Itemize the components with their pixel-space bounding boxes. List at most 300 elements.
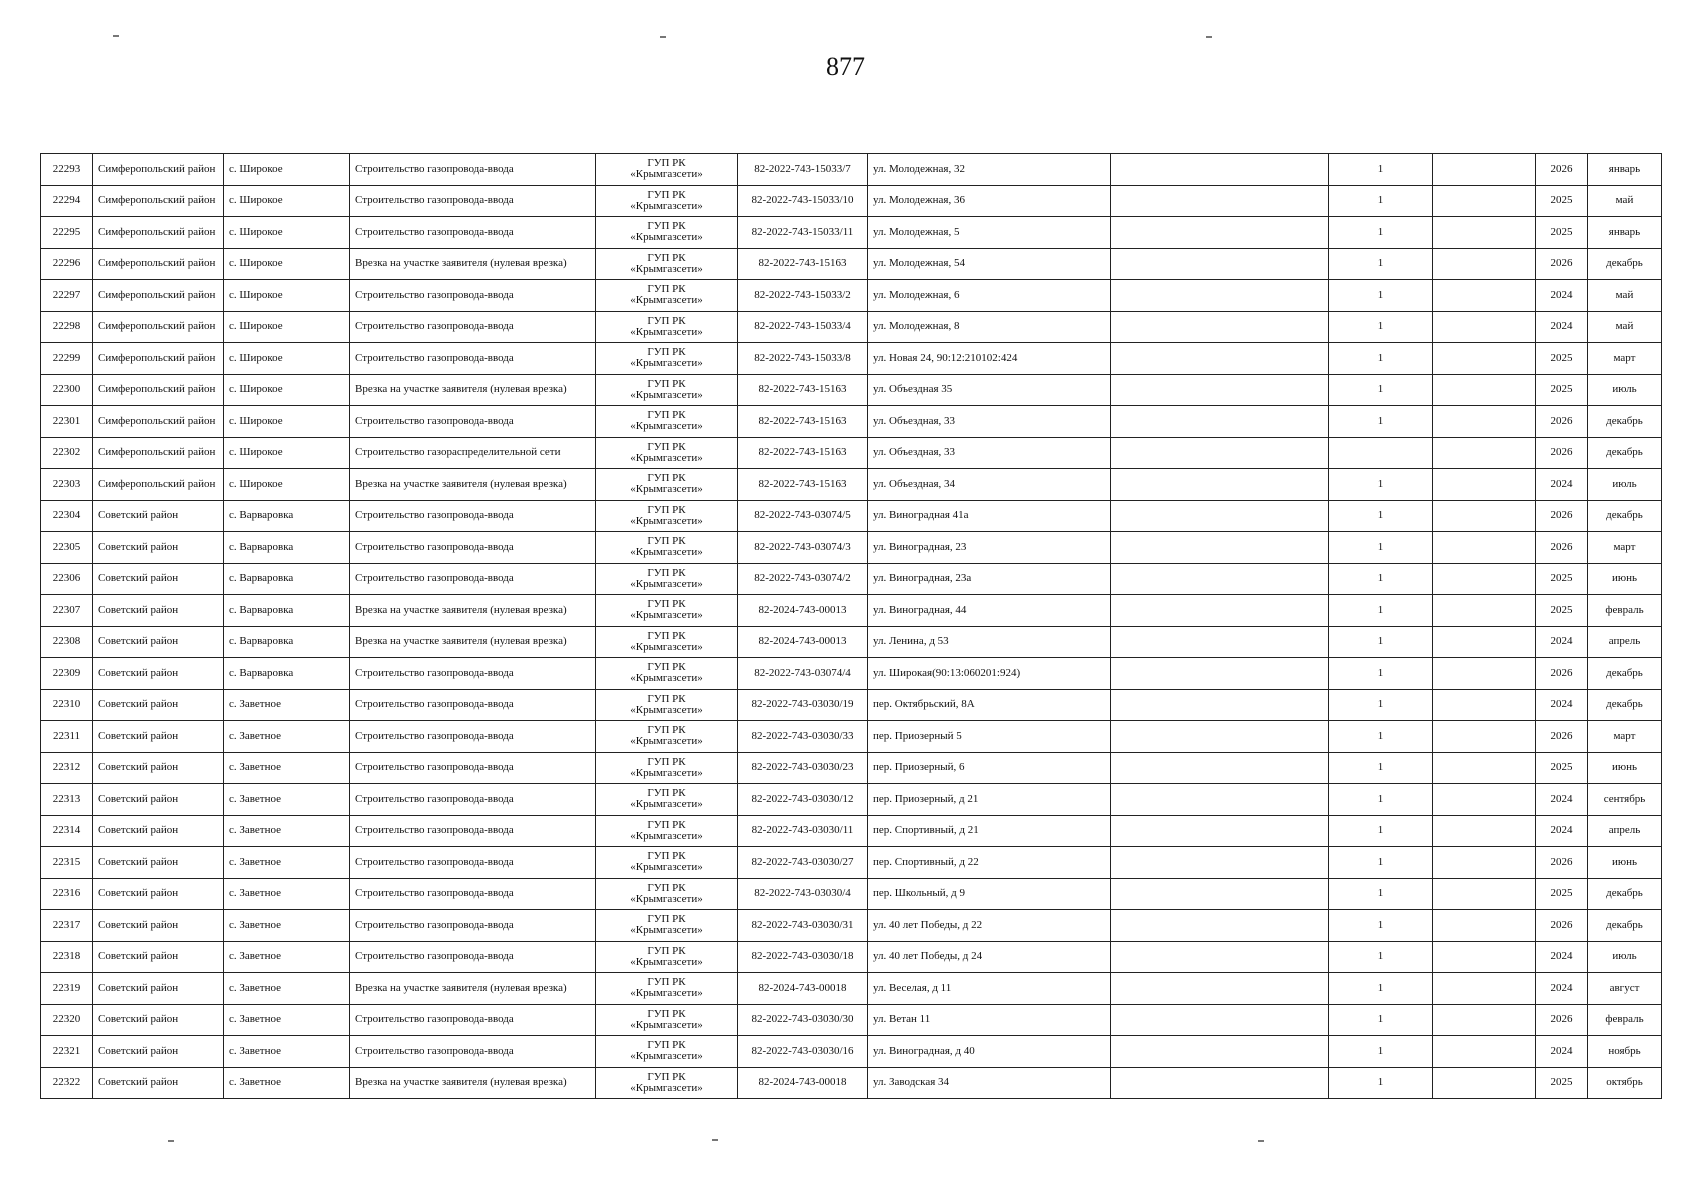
row-number-cell: 22310 bbox=[41, 689, 93, 721]
count-cell: 1 bbox=[1329, 248, 1433, 280]
month-cell: июль bbox=[1588, 941, 1662, 973]
row-number-cell: 22306 bbox=[41, 563, 93, 595]
district-cell: Советский район bbox=[93, 1036, 224, 1068]
address-cell: ул. Веселая, д 11 bbox=[868, 973, 1111, 1005]
year-cell: 2024 bbox=[1536, 784, 1588, 816]
work-type-cell: Строительство газопровода-ввода bbox=[350, 1004, 596, 1036]
row-number-cell: 22303 bbox=[41, 469, 93, 501]
locality-cell: с. Широкое bbox=[224, 248, 350, 280]
work-type-cell: Строительство газопровода-ввода bbox=[350, 878, 596, 910]
locality-cell: с. Широкое bbox=[224, 311, 350, 343]
locality-cell: с. Широкое bbox=[224, 154, 350, 186]
month-cell: декабрь bbox=[1588, 248, 1662, 280]
organization-line: «Крымгазсети» bbox=[630, 199, 703, 212]
row-number-cell: 22311 bbox=[41, 721, 93, 753]
year-cell: 2026 bbox=[1536, 406, 1588, 438]
empty-cell bbox=[1433, 752, 1536, 784]
count-cell: 1 bbox=[1329, 689, 1433, 721]
locality-cell: с. Широкое bbox=[224, 437, 350, 469]
work-type-cell: Строительство газопровода-ввода bbox=[350, 217, 596, 249]
organization-line: «Крымгазсети» bbox=[630, 546, 703, 559]
table-row bbox=[41, 1004, 1662, 1036]
locality-cell: с. Широкое bbox=[224, 406, 350, 438]
year-cell: 2026 bbox=[1536, 1004, 1588, 1036]
organization-cell bbox=[596, 658, 738, 690]
district-cell: Симферопольский район bbox=[93, 469, 224, 501]
table-row bbox=[41, 532, 1662, 564]
address-cell: ул. Молодежная, 8 bbox=[868, 311, 1111, 343]
locality-cell: с. Широкое bbox=[224, 185, 350, 217]
count-cell: 1 bbox=[1329, 878, 1433, 910]
count-cell: 1 bbox=[1329, 217, 1433, 249]
year-cell: 2025 bbox=[1536, 752, 1588, 784]
work-type-cell: Врезка на участке заявителя (нулевая врезка) bbox=[350, 1067, 596, 1099]
table-row bbox=[41, 374, 1662, 406]
work-type-cell: Строительство газораспределительной сети bbox=[350, 437, 596, 469]
organization-line: «Крымгазсети» bbox=[630, 483, 703, 496]
district-cell: Советский район bbox=[93, 784, 224, 816]
registration-number-cell: 82-2022-743-15033/8 bbox=[738, 343, 868, 375]
empty-cell bbox=[1433, 311, 1536, 343]
year-cell: 2025 bbox=[1536, 343, 1588, 375]
organization-line: ГУП РК bbox=[647, 598, 686, 611]
scan-speck bbox=[712, 1139, 718, 1141]
registration-number-cell: 82-2022-743-03030/12 bbox=[738, 784, 868, 816]
empty-cell bbox=[1111, 1036, 1329, 1068]
address-cell: ул. Заводская 34 bbox=[868, 1067, 1111, 1099]
address-cell: ул. Объездная, 33 bbox=[868, 437, 1111, 469]
count-cell: 1 bbox=[1329, 973, 1433, 1005]
empty-cell bbox=[1433, 815, 1536, 847]
address-cell: ул. Виноградная, д 40 bbox=[868, 1036, 1111, 1068]
organization-line: ГУП РК bbox=[647, 881, 686, 894]
address-cell: ул. Молодежная, 6 bbox=[868, 280, 1111, 312]
organization-line: «Крымгазсети» bbox=[630, 987, 703, 1000]
table-row bbox=[41, 973, 1662, 1005]
count-cell: 1 bbox=[1329, 784, 1433, 816]
organization-line: ГУП РК bbox=[647, 1070, 686, 1083]
count-cell: 1 bbox=[1329, 532, 1433, 564]
organization-line: ГУП РК bbox=[647, 850, 686, 863]
row-number-cell: 22301 bbox=[41, 406, 93, 438]
year-cell: 2024 bbox=[1536, 280, 1588, 312]
organization-line: ГУП РК bbox=[647, 314, 686, 327]
organization-line: ГУП РК bbox=[647, 1007, 686, 1020]
month-cell: декабрь bbox=[1588, 437, 1662, 469]
month-cell: декабрь bbox=[1588, 658, 1662, 690]
work-type-cell: Строительство газопровода-ввода bbox=[350, 185, 596, 217]
registration-number-cell: 82-2022-743-15163 bbox=[738, 437, 868, 469]
month-cell: март bbox=[1588, 532, 1662, 564]
district-cell: Советский район bbox=[93, 815, 224, 847]
organization-cell bbox=[596, 1004, 738, 1036]
month-cell: октябрь bbox=[1588, 1067, 1662, 1099]
registration-number-cell: 82-2024-743-00018 bbox=[738, 973, 868, 1005]
row-number-cell: 22320 bbox=[41, 1004, 93, 1036]
organization-cell bbox=[596, 721, 738, 753]
row-number-cell: 22322 bbox=[41, 1067, 93, 1099]
count-cell: 1 bbox=[1329, 595, 1433, 627]
work-type-cell: Строительство газопровода-ввода bbox=[350, 752, 596, 784]
address-cell: ул. 40 лет Победы, д 22 bbox=[868, 910, 1111, 942]
organization-cell bbox=[596, 626, 738, 658]
month-cell: март bbox=[1588, 343, 1662, 375]
count-cell: 1 bbox=[1329, 1004, 1433, 1036]
address-cell: ул. Виноградная, 44 bbox=[868, 595, 1111, 627]
district-cell: Симферопольский район bbox=[93, 217, 224, 249]
count-cell: 1 bbox=[1329, 374, 1433, 406]
organization-line: ГУП РК bbox=[647, 440, 686, 453]
address-cell: пер. Спортивный, д 21 bbox=[868, 815, 1111, 847]
year-cell: 2025 bbox=[1536, 595, 1588, 627]
district-cell: Симферопольский район bbox=[93, 406, 224, 438]
month-cell: декабрь bbox=[1588, 910, 1662, 942]
count-cell: 1 bbox=[1329, 752, 1433, 784]
work-type-cell: Строительство газопровода-ввода bbox=[350, 343, 596, 375]
district-cell: Советский район bbox=[93, 658, 224, 690]
year-cell: 2026 bbox=[1536, 658, 1588, 690]
organization-cell bbox=[596, 343, 738, 375]
organization-cell bbox=[596, 910, 738, 942]
registration-number-cell: 82-2022-743-03074/4 bbox=[738, 658, 868, 690]
year-cell: 2026 bbox=[1536, 248, 1588, 280]
address-cell: ул. Виноградная, 23 bbox=[868, 532, 1111, 564]
organization-line: «Крымгазсети» bbox=[630, 766, 703, 779]
table-row bbox=[41, 847, 1662, 879]
work-type-cell: Врезка на участке заявителя (нулевая врезка) bbox=[350, 595, 596, 627]
empty-cell bbox=[1433, 910, 1536, 942]
empty-cell bbox=[1433, 406, 1536, 438]
year-cell: 2025 bbox=[1536, 1067, 1588, 1099]
table-row bbox=[41, 784, 1662, 816]
registration-number-cell: 82-2022-743-03030/16 bbox=[738, 1036, 868, 1068]
count-cell: 1 bbox=[1329, 626, 1433, 658]
year-cell: 2026 bbox=[1536, 500, 1588, 532]
count-cell: 1 bbox=[1329, 500, 1433, 532]
empty-cell bbox=[1433, 941, 1536, 973]
month-cell: август bbox=[1588, 973, 1662, 1005]
locality-cell: с. Варваровка bbox=[224, 500, 350, 532]
address-cell: пер. Спортивный, д 22 bbox=[868, 847, 1111, 879]
table-row bbox=[41, 595, 1662, 627]
organization-line: ГУП РК bbox=[647, 409, 686, 422]
district-cell: Советский район bbox=[93, 941, 224, 973]
address-cell: пер. Октябрьский, 8А bbox=[868, 689, 1111, 721]
table-row bbox=[41, 1067, 1662, 1099]
row-number-cell: 22295 bbox=[41, 217, 93, 249]
address-cell: ул. 40 лет Победы, д 24 bbox=[868, 941, 1111, 973]
row-number-cell: 22316 bbox=[41, 878, 93, 910]
row-number-cell: 22304 bbox=[41, 500, 93, 532]
count-cell: 1 bbox=[1329, 815, 1433, 847]
work-type-cell: Строительство газопровода-ввода bbox=[350, 406, 596, 438]
organization-line: «Крымгазсети» bbox=[630, 1018, 703, 1031]
address-cell: ул. Широкая(90:13:060201:924) bbox=[868, 658, 1111, 690]
month-cell: апрель bbox=[1588, 815, 1662, 847]
organization-cell bbox=[596, 689, 738, 721]
work-type-cell: Строительство газопровода-ввода bbox=[350, 784, 596, 816]
district-cell: Советский район bbox=[93, 532, 224, 564]
organization-line: ГУП РК bbox=[647, 944, 686, 957]
registration-number-cell: 82-2022-743-03030/31 bbox=[738, 910, 868, 942]
organization-line: «Крымгазсети» bbox=[630, 325, 703, 338]
empty-cell bbox=[1433, 973, 1536, 1005]
locality-cell: с. Варваровка bbox=[224, 595, 350, 627]
organization-line: ГУП РК bbox=[647, 818, 686, 831]
organization-line: «Крымгазсети» bbox=[630, 861, 703, 874]
month-cell: декабрь bbox=[1588, 689, 1662, 721]
district-cell: Симферопольский район bbox=[93, 343, 224, 375]
work-type-cell: Строительство газопровода-ввода bbox=[350, 941, 596, 973]
year-cell: 2026 bbox=[1536, 847, 1588, 879]
empty-cell bbox=[1111, 185, 1329, 217]
address-cell: ул. Виноградная, 23а bbox=[868, 563, 1111, 595]
empty-cell bbox=[1433, 1004, 1536, 1036]
year-cell: 2026 bbox=[1536, 437, 1588, 469]
month-cell: декабрь bbox=[1588, 406, 1662, 438]
work-type-cell: Строительство газопровода-ввода bbox=[350, 689, 596, 721]
year-cell: 2024 bbox=[1536, 469, 1588, 501]
row-number-cell: 22299 bbox=[41, 343, 93, 375]
month-cell: июнь bbox=[1588, 847, 1662, 879]
empty-cell bbox=[1433, 563, 1536, 595]
organization-line: ГУП РК bbox=[647, 755, 686, 768]
district-cell: Советский район bbox=[93, 563, 224, 595]
empty-cell bbox=[1433, 217, 1536, 249]
registration-number-cell: 82-2022-743-03030/11 bbox=[738, 815, 868, 847]
address-cell: ул. Виноградная 41а bbox=[868, 500, 1111, 532]
district-cell: Советский район bbox=[93, 595, 224, 627]
table-row bbox=[41, 910, 1662, 942]
empty-cell bbox=[1111, 154, 1329, 186]
organization-line: ГУП РК bbox=[647, 535, 686, 548]
registration-number-cell: 82-2022-743-03074/2 bbox=[738, 563, 868, 595]
organization-cell bbox=[596, 248, 738, 280]
organization-cell bbox=[596, 217, 738, 249]
year-cell: 2024 bbox=[1536, 973, 1588, 1005]
year-cell: 2024 bbox=[1536, 815, 1588, 847]
month-cell: март bbox=[1588, 721, 1662, 753]
organization-line: «Крымгазсети» bbox=[630, 703, 703, 716]
month-cell: июнь bbox=[1588, 752, 1662, 784]
year-cell: 2026 bbox=[1536, 910, 1588, 942]
organization-line: «Крымгазсети» bbox=[630, 829, 703, 842]
count-cell bbox=[1329, 437, 1433, 469]
empty-cell bbox=[1111, 217, 1329, 249]
locality-cell: с. Варваровка bbox=[224, 626, 350, 658]
empty-cell bbox=[1433, 374, 1536, 406]
address-cell: ул. Новая 24, 90:12:210102:424 bbox=[868, 343, 1111, 375]
district-cell: Советский район bbox=[93, 910, 224, 942]
empty-cell bbox=[1111, 910, 1329, 942]
locality-cell: с. Варваровка bbox=[224, 658, 350, 690]
table-row bbox=[41, 154, 1662, 186]
empty-cell bbox=[1111, 1004, 1329, 1036]
empty-cell bbox=[1433, 154, 1536, 186]
locality-cell: с. Заветное bbox=[224, 784, 350, 816]
empty-cell bbox=[1111, 406, 1329, 438]
work-type-cell: Строительство газопровода-ввода bbox=[350, 311, 596, 343]
district-cell: Советский район bbox=[93, 500, 224, 532]
registration-number-cell: 82-2022-743-03030/18 bbox=[738, 941, 868, 973]
organization-line: ГУП РК bbox=[647, 692, 686, 705]
organization-line: «Крымгазсети» bbox=[630, 231, 703, 244]
empty-cell bbox=[1433, 878, 1536, 910]
organization-line: ГУП РК bbox=[647, 251, 686, 264]
organization-line: «Крымгазсети» bbox=[630, 924, 703, 937]
work-type-cell: Строительство газопровода-ввода bbox=[350, 500, 596, 532]
table-row bbox=[41, 563, 1662, 595]
organization-line: ГУП РК bbox=[647, 283, 686, 296]
registration-number-cell: 82-2022-743-15033/2 bbox=[738, 280, 868, 312]
locality-cell: с. Заветное bbox=[224, 1004, 350, 1036]
empty-cell bbox=[1111, 374, 1329, 406]
organization-cell bbox=[596, 469, 738, 501]
locality-cell: с. Заветное bbox=[224, 1067, 350, 1099]
empty-cell bbox=[1111, 658, 1329, 690]
table-row bbox=[41, 437, 1662, 469]
register-body bbox=[41, 154, 1662, 1099]
organization-cell bbox=[596, 815, 738, 847]
locality-cell: с. Заветное bbox=[224, 1036, 350, 1068]
row-number-cell: 22294 bbox=[41, 185, 93, 217]
district-cell: Советский район bbox=[93, 847, 224, 879]
row-number-cell: 22318 bbox=[41, 941, 93, 973]
registration-number-cell: 82-2022-743-15163 bbox=[738, 469, 868, 501]
organization-line: «Крымгазсети» bbox=[630, 1081, 703, 1094]
registration-number-cell: 82-2022-743-15163 bbox=[738, 374, 868, 406]
registration-number-cell: 82-2022-743-03074/3 bbox=[738, 532, 868, 564]
district-cell: Симферопольский район bbox=[93, 280, 224, 312]
row-number-cell: 22321 bbox=[41, 1036, 93, 1068]
table-row bbox=[41, 248, 1662, 280]
organization-line: ГУП РК bbox=[647, 1039, 686, 1052]
registration-number-cell: 82-2022-743-03030/27 bbox=[738, 847, 868, 879]
table-row bbox=[41, 185, 1662, 217]
count-cell: 1 bbox=[1329, 563, 1433, 595]
empty-cell bbox=[1111, 973, 1329, 1005]
month-cell: декабрь bbox=[1588, 500, 1662, 532]
month-cell: июнь bbox=[1588, 563, 1662, 595]
organization-cell bbox=[596, 1036, 738, 1068]
address-cell: пер. Приозерный 5 bbox=[868, 721, 1111, 753]
work-type-cell: Врезка на участке заявителя (нулевая врезка) bbox=[350, 374, 596, 406]
registration-number-cell: 82-2022-743-15033/4 bbox=[738, 311, 868, 343]
empty-cell bbox=[1111, 563, 1329, 595]
row-number-cell: 22319 bbox=[41, 973, 93, 1005]
district-cell: Симферопольский район bbox=[93, 248, 224, 280]
month-cell: январь bbox=[1588, 217, 1662, 249]
organization-line: ГУП РК bbox=[647, 346, 686, 359]
district-cell: Симферопольский район bbox=[93, 437, 224, 469]
address-cell: ул. Ленина, д 53 bbox=[868, 626, 1111, 658]
organization-cell bbox=[596, 595, 738, 627]
district-cell: Симферопольский район bbox=[93, 311, 224, 343]
year-cell: 2024 bbox=[1536, 1036, 1588, 1068]
row-number-cell: 22312 bbox=[41, 752, 93, 784]
scan-speck bbox=[113, 35, 119, 37]
row-number-cell: 22309 bbox=[41, 658, 93, 690]
year-cell: 2024 bbox=[1536, 311, 1588, 343]
district-cell: Советский район bbox=[93, 752, 224, 784]
organization-line: «Крымгазсети» bbox=[630, 388, 703, 401]
work-type-cell: Строительство газопровода-ввода bbox=[350, 847, 596, 879]
work-type-cell: Врезка на участке заявителя (нулевая врезка) bbox=[350, 469, 596, 501]
organization-line: ГУП РК bbox=[647, 566, 686, 579]
registration-number-cell: 82-2022-743-15163 bbox=[738, 248, 868, 280]
row-number-cell: 22298 bbox=[41, 311, 93, 343]
empty-cell bbox=[1111, 500, 1329, 532]
locality-cell: с. Заветное bbox=[224, 941, 350, 973]
empty-cell bbox=[1111, 343, 1329, 375]
organization-line: «Крымгазсети» bbox=[630, 640, 703, 653]
table-row bbox=[41, 721, 1662, 753]
district-cell: Советский район bbox=[93, 626, 224, 658]
organization-cell bbox=[596, 1067, 738, 1099]
row-number-cell: 22315 bbox=[41, 847, 93, 879]
count-cell: 1 bbox=[1329, 185, 1433, 217]
empty-cell bbox=[1433, 280, 1536, 312]
empty-cell bbox=[1111, 941, 1329, 973]
empty-cell bbox=[1111, 437, 1329, 469]
address-cell: пер. Школьный, д 9 bbox=[868, 878, 1111, 910]
district-cell: Советский район bbox=[93, 689, 224, 721]
year-cell: 2025 bbox=[1536, 374, 1588, 406]
locality-cell: с. Заветное bbox=[224, 910, 350, 942]
table-row bbox=[41, 1036, 1662, 1068]
organization-line: ГУП РК bbox=[647, 913, 686, 926]
empty-cell bbox=[1433, 185, 1536, 217]
table-row bbox=[41, 941, 1662, 973]
organization-line: «Крымгазсети» bbox=[630, 262, 703, 275]
row-number-cell: 22296 bbox=[41, 248, 93, 280]
district-cell: Советский район bbox=[93, 1067, 224, 1099]
organization-cell bbox=[596, 406, 738, 438]
year-cell: 2025 bbox=[1536, 878, 1588, 910]
address-cell: ул. Молодежная, 54 bbox=[868, 248, 1111, 280]
organization-line: ГУП РК bbox=[647, 472, 686, 485]
locality-cell: с. Широкое bbox=[224, 280, 350, 312]
work-type-cell: Строительство газопровода-ввода bbox=[350, 280, 596, 312]
registration-number-cell: 82-2022-743-15033/10 bbox=[738, 185, 868, 217]
registration-number-cell: 82-2022-743-03030/30 bbox=[738, 1004, 868, 1036]
row-number-cell: 22297 bbox=[41, 280, 93, 312]
locality-cell: с. Варваровка bbox=[224, 563, 350, 595]
organization-line: «Крымгазсети» bbox=[630, 577, 703, 590]
locality-cell: с. Варваровка bbox=[224, 532, 350, 564]
organization-cell bbox=[596, 752, 738, 784]
registration-number-cell: 82-2022-743-15163 bbox=[738, 406, 868, 438]
month-cell: ноябрь bbox=[1588, 1036, 1662, 1068]
locality-cell: с. Широкое bbox=[224, 469, 350, 501]
count-cell: 1 bbox=[1329, 311, 1433, 343]
count-cell: 1 bbox=[1329, 658, 1433, 690]
table-row bbox=[41, 626, 1662, 658]
count-cell: 1 bbox=[1329, 721, 1433, 753]
month-cell: февраль bbox=[1588, 595, 1662, 627]
empty-cell bbox=[1111, 689, 1329, 721]
work-type-cell: Строительство газопровода-ввода bbox=[350, 1036, 596, 1068]
empty-cell bbox=[1111, 595, 1329, 627]
organization-line: ГУП РК bbox=[647, 787, 686, 800]
year-cell: 2025 bbox=[1536, 185, 1588, 217]
table-row bbox=[41, 500, 1662, 532]
locality-cell: с. Заветное bbox=[224, 721, 350, 753]
month-cell: февраль bbox=[1588, 1004, 1662, 1036]
organization-cell bbox=[596, 532, 738, 564]
table-row bbox=[41, 658, 1662, 690]
address-cell: ул. Ветан 11 bbox=[868, 1004, 1111, 1036]
